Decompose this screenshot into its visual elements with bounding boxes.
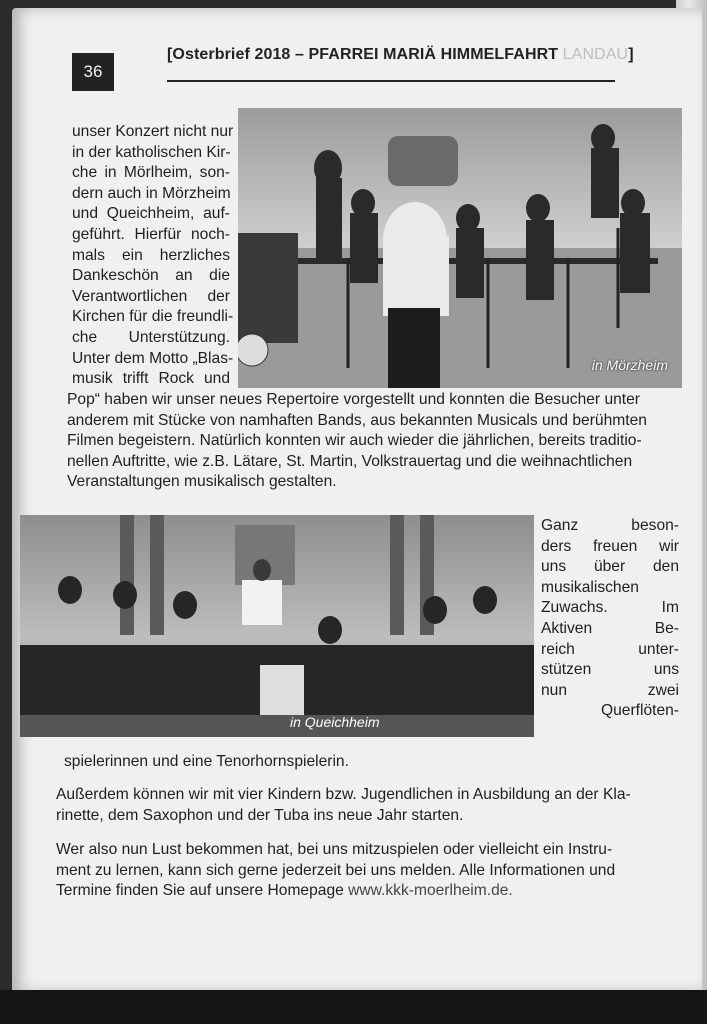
text-line: in der katholischen Kir- (72, 143, 231, 161)
text-line: und Queichheim, auf- (72, 205, 230, 223)
text-line: stützen uns (541, 661, 679, 679)
text-line: nun zwei (541, 681, 679, 699)
text-line: Kirchen für die freundli- (72, 308, 234, 326)
text-paragraph-join (56, 840, 676, 902)
text-line: Unter dem Motto „Blas- (72, 349, 234, 367)
background-shadow (0, 990, 707, 1024)
text-line: reich unter- (541, 640, 679, 658)
photo-moerzheim-image (238, 108, 682, 388)
text-line: dern auch in Mörzheim (72, 184, 231, 202)
text-line: Wer also nun Lust bekommen hat, bei uns mitzuspielen oder vielleicht ein Instru- (56, 841, 613, 858)
text-line: anderem mit Stücke von namhaften Bands, aus bekannten Musicals und berühmten (67, 411, 647, 429)
text-line: Veranstaltungen musikalisch gestalten. (67, 473, 337, 491)
text-line: Ganz beson- (541, 517, 679, 534)
text-line: Zuwachs. Im (541, 599, 679, 617)
text-line: musik trifft Rock und (72, 370, 230, 388)
text-column-right (541, 516, 679, 722)
text-line: Aktiven Be- (541, 619, 679, 637)
photo-queichheim-image (20, 515, 534, 737)
homepage-text: Termine finden Sie auf unsere Homepage (56, 882, 349, 900)
text-line: musikalischen (541, 578, 639, 596)
text-line: geführt. Hierfür noch- (72, 225, 230, 243)
header-rule (167, 80, 615, 82)
text-line: Außerdem können wir mit vier Kindern bzw. Jugendlichen in Ausbildung an der Kla- (56, 786, 631, 803)
text-line: che in Mörlheim, son- (72, 164, 230, 182)
header-title: [Osterbrief 2018 – PFARREI MARIÄ HIMMELFAHRT (167, 46, 563, 63)
text-line: uns über den (541, 558, 679, 576)
text-line-homepage (56, 881, 676, 902)
text-paragraph-youth (56, 785, 676, 826)
photo-moerzheim (238, 108, 682, 388)
text-line: Dankeschön an die (72, 267, 230, 285)
homepage-link[interactable]: www.kkk-moerlheim.de. (348, 882, 513, 900)
text-line: Filmen begeistern. Natürlich konnten wir auch wieder die jährlichen, bereits traditio- (67, 432, 642, 450)
text-line: nellen Auftritte, wie z.B. Lätare, St. Martin, Volkstrauertag und die weihnachtlichen (67, 452, 633, 470)
text-line: Pop“ haben wir unser neues Repertoire vorgestellt und konnten die Besucher unter (67, 391, 640, 408)
text-line: Querflöten- (600, 702, 679, 720)
photo-moerzheim-caption: in Mörzheim (591, 357, 668, 373)
photo-queichheim (20, 515, 534, 737)
text-continuation: spielerinnen und eine Tenorhornspielerin. (64, 753, 349, 770)
text-line: ment zu lernen, kann sich gerne jederzeit bei uns melden. Alle Informationen und (56, 861, 616, 879)
photo-queichheim-caption: in Queichheim (290, 714, 380, 730)
page-number: 36 (72, 53, 114, 91)
page-header (167, 46, 634, 64)
text-line: rinette, dem Saxophon und der Tuba ins neue Jahr starten. (56, 806, 464, 824)
text-wide-paragraph (67, 390, 675, 493)
text-line: unser Konzert nicht nur (72, 123, 234, 140)
text-line: Verantwortlichen der (72, 287, 230, 305)
text-line: che Unterstützung. (72, 328, 230, 346)
header-location: LANDAU (562, 46, 629, 63)
text-line: mals ein herzliches (72, 246, 230, 264)
text-column-left (72, 122, 234, 390)
text-line: ders freuen wir (541, 537, 679, 555)
header-bracket: ] (628, 46, 634, 63)
